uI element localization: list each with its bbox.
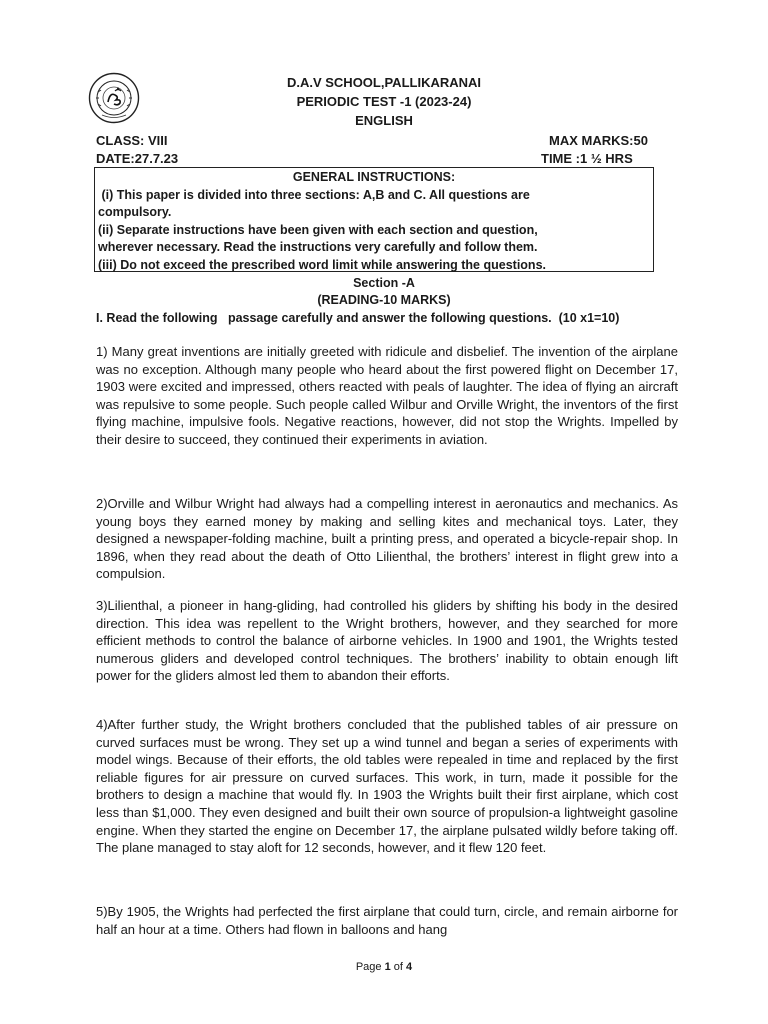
page-number — [0, 961, 768, 973]
general-instructions-box — [94, 167, 654, 272]
page-current: 1 — [384, 961, 391, 973]
passage-paragraph-3: 3)Lilienthal, a pioneer in hang-gliding, had controlled his gliders by shifting his body in the desired direction. This idea was repellent to the Wright brothers, however, and they searched for more efficient methods to control the balance of airborne vehicles. In 1900 and 1901, the Wrights tested numerous gliders and developed control techniques. The brothers’ inability to obtain enough lift power for the gliders almost led them to abandon their efforts. — [96, 598, 678, 684]
page-total: 4 — [406, 961, 413, 973]
question-instruction: I. Read the following passage carefully and answer the following questions. (10 x1=10) — [96, 311, 620, 325]
instructions-title: GENERAL INSTRUCTIONS: — [292, 170, 456, 184]
date-label: DATE:27.7.23 — [96, 151, 179, 166]
instruction-line: (i) This paper is divided into three sections: A,B and C. All questions are — [98, 187, 530, 202]
passage-paragraph-2: 2)Orville and Wilbur Wright had always had a compelling interest in aeronautics and mechanics. As young boys they earned money by making and selling kites and mechanical toys. Later, they designed a newspaper-folding machine, built a printing press, and operated a bicycle-repair shop. In 1896, when they read about the death of Otto Lilienthal, the brothers’ interest in flight grew into a compulsion. — [96, 496, 678, 582]
subject-title: ENGLISH — [355, 113, 413, 128]
passage-paragraph-1: 1) Many great inventions are initially greeted with ridicule and disbelief. The invention of the airplane was no exception. Although many people who heard about the first powered flight on December 17, 1903 were excited and impressed, others reacted with peals of laughter. The idea of flying an aircraft was repulsive to some people. Such people called Wilbur and Orville Wright, the inventors of the first flying machine, impulsive fools. Negative reactions, however, did not stop the Wrights. Impelled by their desire to succeed, they continued their experiments in aviation. — [96, 344, 678, 447]
instruction-line: (iii) Do not exceed the prescribed word limit while answering the questions. — [98, 257, 546, 272]
instruction-line: compulsory. — [98, 205, 172, 219]
max-marks-label: MAX MARKS:50 — [549, 133, 648, 148]
time-label: TIME :1 ½ HRS — [541, 151, 633, 166]
instruction-line: wherever necessary. Read the instructions very carefully and follow them. — [98, 240, 538, 254]
passage-paragraph-5: 5)By 1905, the Wrights had perfected the first airplane that could turn, circle, and remain airborne for half an hour at a time. Others had flown in balloons and hang — [96, 904, 678, 937]
class-label: CLASS: VIII — [96, 133, 168, 148]
school-name: D.A.V SCHOOL,PALLIKARANAI — [286, 75, 482, 90]
page-prefix: Page — [355, 961, 385, 973]
passage-paragraph-4: 4)After further study, the Wright brothers concluded that the published tables of air pressure on curved surfaces must be wrong. They set up a wind tunnel and began a series of experiments with model wings. Because of their efforts, the old tables were repealed in time and replaced by the first reliable figures for air pressure on curved surfaces. This work, in turn, made it possible for the brothers to design a machine that would fly. In 1903 the Wrights built their first airplane, which cost less than $1,000. They even designed and built their own source of propulsion-a lightweight gasoline engine. When they started the engine on December 17, the airplane pulsated wildly before taking off. The plane managed to stay aloft for 12 seconds, however, and it flew 120 feet. — [96, 717, 678, 856]
section-subtitle: (READING-10 MARKS) — [317, 293, 451, 307]
section-title: Section -A — [353, 276, 415, 290]
instruction-line: (ii) Separate instructions have been given with each section and question, — [98, 222, 538, 237]
test-title: PERIODIC TEST -1 (2023-24) — [296, 94, 472, 109]
page-of: of — [390, 961, 407, 973]
